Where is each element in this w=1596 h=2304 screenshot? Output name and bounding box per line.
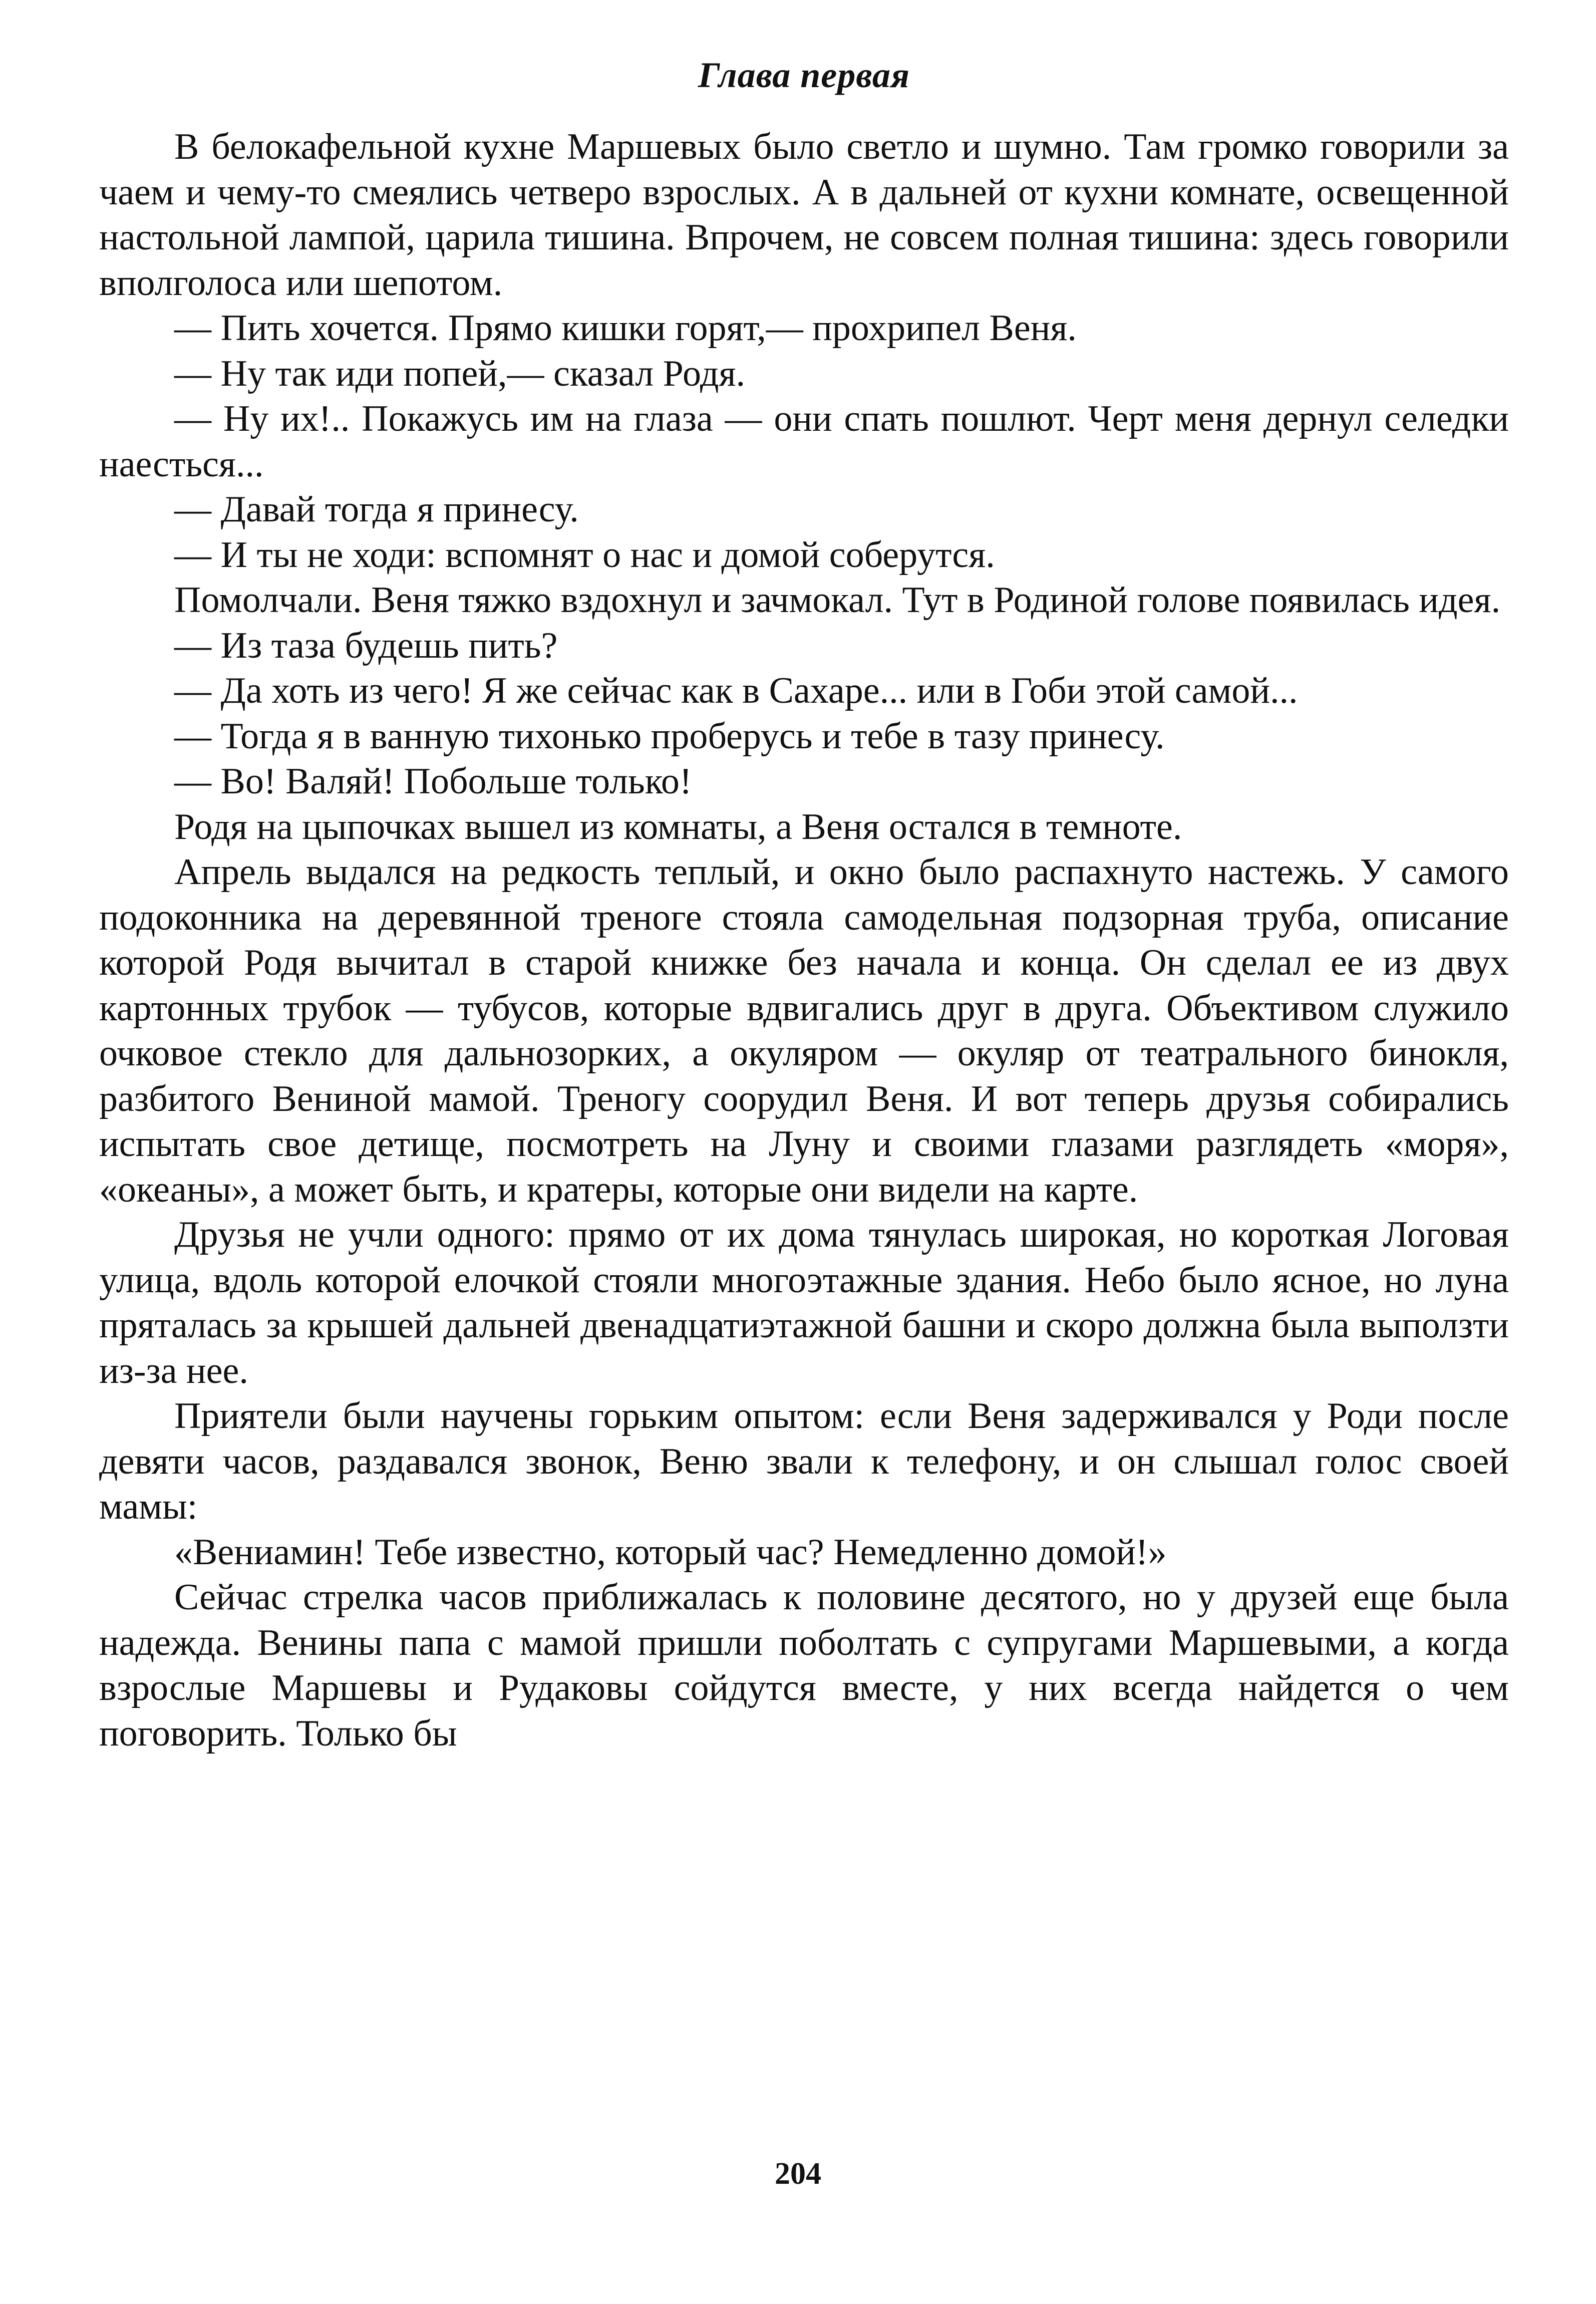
paragraph: — Из таза будешь пить? bbox=[174, 625, 558, 666]
paragraph: Апрель выдался на редкость теплый, и окно было распахнуто настежь. У самого подоконника на деревянной треноге стояла самодельная подзорная труба, описание которой Родя вычитал в старой книжке без начала и конца. Он сделал ее из двух картонных трубок — тубусов, которые вдвигались друг в друга. Объективом служило очковое стекло для дальнозорких, а окуляром — окуляр от театрального бинокля, разбитого Вениной мамой. Треногу соорудил Веня. И вот теперь друзья собирались испытать свое детище, посмотреть на Луну и своими глазами разглядеть «моря», «океаны», а может быть, и кратеры, которые они видели на карте. bbox=[99, 851, 1509, 1210]
chapter-title: Глава первая bbox=[698, 55, 910, 95]
paragraph: Сейчас стрелка часов приближалась к половине десятого, но у друзей еще была надежда. Венины папа с мамой пришли поболтать с супругами Маршевыми, а когда взрослые Маршевы и Рудаковы сойдутся вместе, у них всегда найдется о чем поговорить. Только бы bbox=[99, 1577, 1509, 1754]
paragraph: — И ты не ходи: вспомнят о нас и домой соберутся. bbox=[174, 534, 995, 575]
paragraph: — Давай тогда я принесу. bbox=[174, 489, 579, 530]
paragraph: Друзья не учли одного: прямо от их дома тянулась широкая, но короткая Логовая улица, вдоль которой елочкой стояли многоэтажные здания. Небо было ясное, но луна пряталась за крышей дальней двенадцатиэтажной башни и скоро должна была выползти из-за нее. bbox=[99, 1214, 1509, 1391]
paragraph: — Во! Валяй! Побольше только! bbox=[174, 761, 692, 802]
paragraph: Приятели были научены горьким опытом: если Веня задерживался у Роди после девяти часов, раздавался звонок, Веню звали к телефону, и он слышал голос своей мамы: bbox=[99, 1395, 1509, 1527]
paragraph: «Вениамин! Тебе известно, который час? Немедленно домой!» bbox=[174, 1531, 1167, 1573]
paragraph: Помолчали. Веня тяжко вздохнул и зачмокал. Тут в Родиной голове появилась идея. bbox=[174, 580, 1501, 621]
paragraph: В белокафельной кухне Маршевых было светло и шумно. Там громко говорили за чаем и чему-то смеялись четверо взрослых. А в дальней от кухни комнате, освещенной настольной лампой, царила тишина. Впрочем, не совсем полная тишина: здесь говорили вполголоса или шепотом. bbox=[99, 126, 1509, 304]
paragraph: — Тогда я в ванную тихонько проберусь и тебе в тазу принесу. bbox=[174, 715, 1165, 757]
page-number: 204 bbox=[775, 2157, 821, 2191]
paragraph: — Пить хочется. Прямо кишки горят,— прохрипел Веня. bbox=[174, 308, 1077, 349]
book-page bbox=[99, 50, 1509, 1756]
paragraph: — Да хоть из чего! Я же сейчас как в Сахаре... или в Гоби этой самой... bbox=[174, 670, 1298, 711]
paragraph: — Ну так иди попей,— сказал Родя. bbox=[174, 353, 746, 394]
paragraph: — Ну их!.. Покажусь им на глаза — они спать пошлют. Черт меня дернул селедки наесться... bbox=[99, 398, 1509, 485]
paragraph: Родя на цыпочках вышел из комнаты, а Веня остался в темноте. bbox=[174, 806, 1182, 847]
